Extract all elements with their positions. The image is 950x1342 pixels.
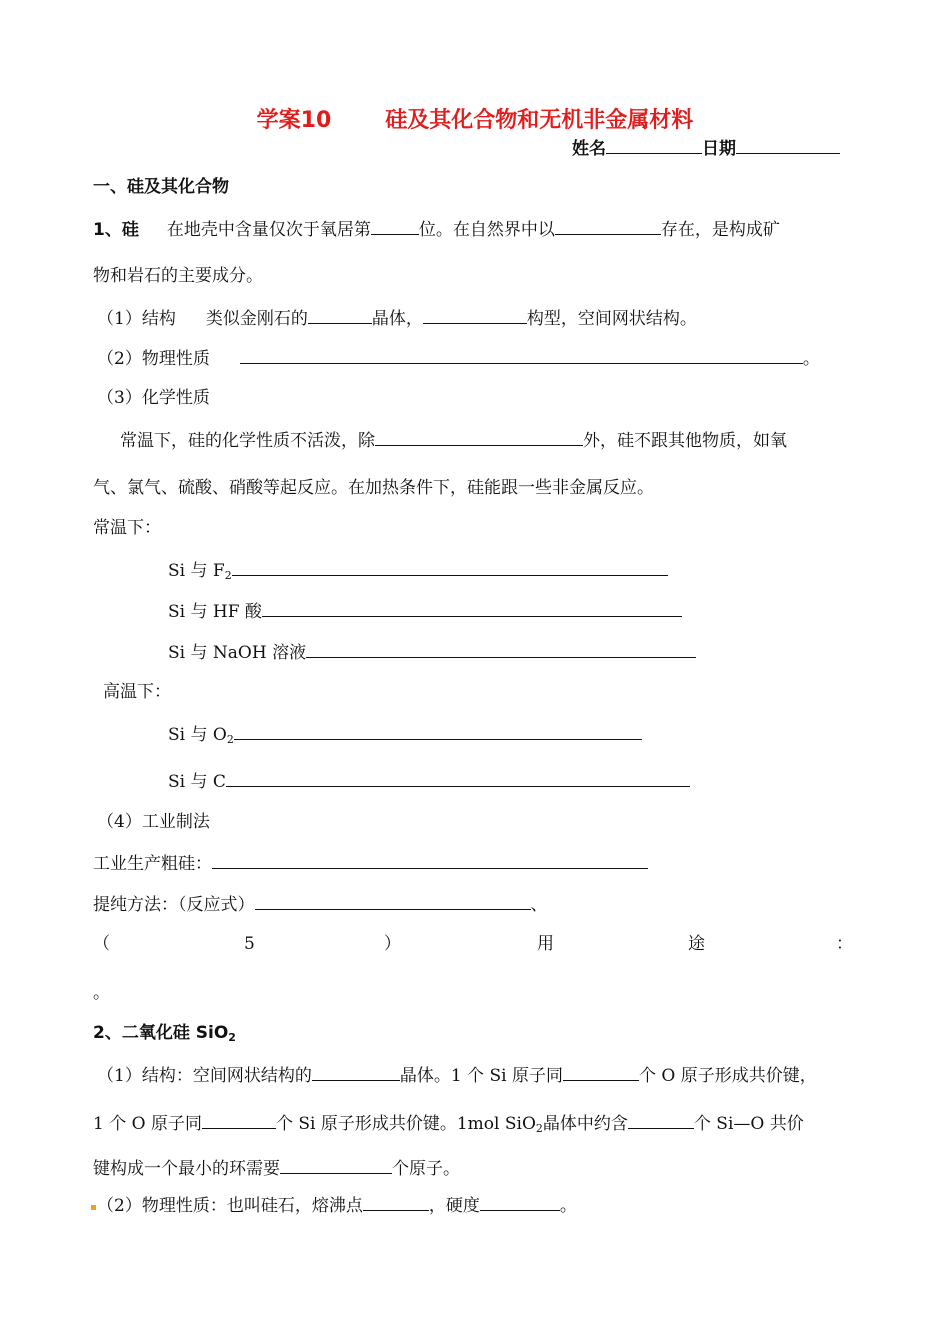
- purify-line: [93, 892, 548, 916]
- sio2-physical-line: [97, 1193, 577, 1217]
- uses-c5: 途: [688, 934, 705, 954]
- uses-end: 。: [93, 983, 110, 1003]
- reaction-label: Si 与 HF 酸: [168, 602, 262, 622]
- sio2-text: 键构成一个最小的环需要: [93, 1159, 280, 1179]
- room-temp-label: 常温下：: [93, 518, 161, 538]
- name-date-row: [572, 136, 840, 160]
- sio2-text: 个 Si 原子形成共价键。1mol SiO: [275, 1114, 536, 1134]
- sio2-structure-line-3: [93, 1156, 460, 1180]
- q1-text: 在地壳中含量仅次于氧居第: [166, 220, 371, 240]
- uses-c1: （: [93, 934, 110, 954]
- answer-blank[interactable]: [480, 1193, 560, 1211]
- reaction-si-f2: [168, 558, 668, 582]
- answer-blank[interactable]: [371, 217, 419, 235]
- structure-text: 构型，空间网状结构。: [526, 309, 697, 329]
- reaction-si-c: [168, 769, 690, 793]
- date-field[interactable]: [736, 136, 840, 154]
- q1-line-2: 物和岩石的主要成分。: [93, 266, 263, 286]
- answer-blank[interactable]: [308, 306, 372, 324]
- physical-end: 。: [802, 349, 820, 369]
- uses-c3: ）: [384, 934, 401, 954]
- sio2-physical-text: ，硬度: [428, 1196, 480, 1216]
- crude-label: 工业生产粗硅：: [93, 854, 212, 874]
- uses-c4: 用: [537, 934, 554, 954]
- answer-blank[interactable]: [202, 1111, 276, 1129]
- margin-marker: [91, 1205, 96, 1210]
- reaction-label: Si 与 NaOH 溶液: [168, 643, 307, 663]
- industrial-label: （4）工业制法: [97, 812, 210, 832]
- answer-blank[interactable]: [563, 1063, 639, 1081]
- reaction-si-o2: [168, 722, 642, 746]
- uses-c6: ：: [836, 934, 853, 954]
- q2-heading: [93, 1022, 236, 1044]
- title-topic: 硅及其化合物和无机非金属材料: [385, 108, 694, 133]
- sio2-physical-text: 。: [559, 1196, 577, 1216]
- answer-blank[interactable]: [234, 722, 642, 740]
- answer-blank[interactable]: [262, 599, 682, 617]
- section-heading: 一、硅及其化合物: [93, 177, 229, 197]
- chemical-text: 外，硅不跟其他物质，如氧: [583, 431, 787, 451]
- crude-si-line: [93, 851, 648, 875]
- reaction-label: Si 与 C: [168, 772, 226, 792]
- answer-blank[interactable]: [226, 769, 690, 787]
- page-title: [0, 103, 950, 134]
- chemical-line-1: [120, 428, 787, 452]
- answer-blank[interactable]: [255, 892, 531, 910]
- answer-blank[interactable]: [628, 1111, 694, 1129]
- answer-blank[interactable]: [555, 217, 661, 235]
- q1-line-1: [93, 217, 780, 241]
- reaction-si-hf: [168, 599, 682, 623]
- chemical-line-2: 气、氯气、硫酸、硝酸等起反应。在加热条件下，硅能跟一些非金属反应。: [93, 478, 654, 498]
- name-label: 姓名: [572, 139, 606, 159]
- purify-end: 、: [530, 895, 548, 915]
- sio2-text: 个 O 原子形成共价键，: [638, 1066, 817, 1086]
- purify-label: 提纯方法：（反应式）: [93, 895, 255, 915]
- reaction-label: Si 与 O: [168, 725, 227, 745]
- sio2-physical-text: （2）物理性质：也叫硅石，熔沸点: [97, 1196, 363, 1216]
- structure-label: （1）结构: [97, 309, 176, 329]
- subscript: 2: [535, 1122, 543, 1135]
- physical-line: [97, 346, 820, 370]
- title-lesson-number: 学案10: [256, 108, 332, 133]
- structure-line: [97, 306, 697, 330]
- sio2-text: （1）结构：空间网状结构的: [97, 1066, 312, 1086]
- structure-text: 晶体，: [371, 309, 423, 329]
- uses-c2: 5: [244, 934, 255, 954]
- q2-label: 2、二氧化硅 SiO: [93, 1023, 229, 1043]
- chemical-text: 常温下，硅的化学性质不活泼，除: [120, 431, 375, 451]
- name-field[interactable]: [606, 136, 702, 154]
- answer-blank[interactable]: [280, 1156, 392, 1174]
- subscript: 2: [228, 1031, 236, 1044]
- answer-blank[interactable]: [375, 428, 583, 446]
- high-temp-label: 高温下：: [103, 682, 171, 702]
- answer-blank[interactable]: [212, 851, 648, 869]
- sio2-structure-line-1: [97, 1063, 817, 1087]
- sio2-text: 1 个 O 原子同: [93, 1114, 202, 1134]
- q1-label: 1、硅: [93, 220, 139, 240]
- sio2-text: 个 Si—O 共价: [693, 1114, 804, 1134]
- reaction-si-naoh: [168, 640, 696, 664]
- subscript: 2: [224, 569, 232, 582]
- reaction-label: Si 与 F: [168, 561, 225, 581]
- subscript: 2: [226, 733, 234, 746]
- chemical-label: （3）化学性质: [97, 388, 210, 408]
- q1-text: 存在，是构成矿: [660, 220, 780, 240]
- physical-label: （2）物理性质: [97, 349, 210, 369]
- answer-blank[interactable]: [232, 558, 668, 576]
- answer-blank[interactable]: [423, 306, 527, 324]
- answer-blank[interactable]: [363, 1193, 429, 1211]
- answer-blank[interactable]: [312, 1063, 400, 1081]
- sio2-text: 晶体。1 个 Si 原子同: [399, 1066, 563, 1086]
- answer-blank[interactable]: [306, 640, 696, 658]
- answer-blank[interactable]: [240, 346, 803, 364]
- structure-text: 类似金刚石的: [205, 309, 308, 329]
- sio2-text: 个原子。: [392, 1159, 460, 1179]
- date-label: 日期: [702, 139, 736, 159]
- sio2-text: 晶体中约含: [542, 1114, 628, 1134]
- q1-text: 位。在自然界中以: [418, 220, 555, 240]
- sio2-structure-line-2: [93, 1111, 804, 1135]
